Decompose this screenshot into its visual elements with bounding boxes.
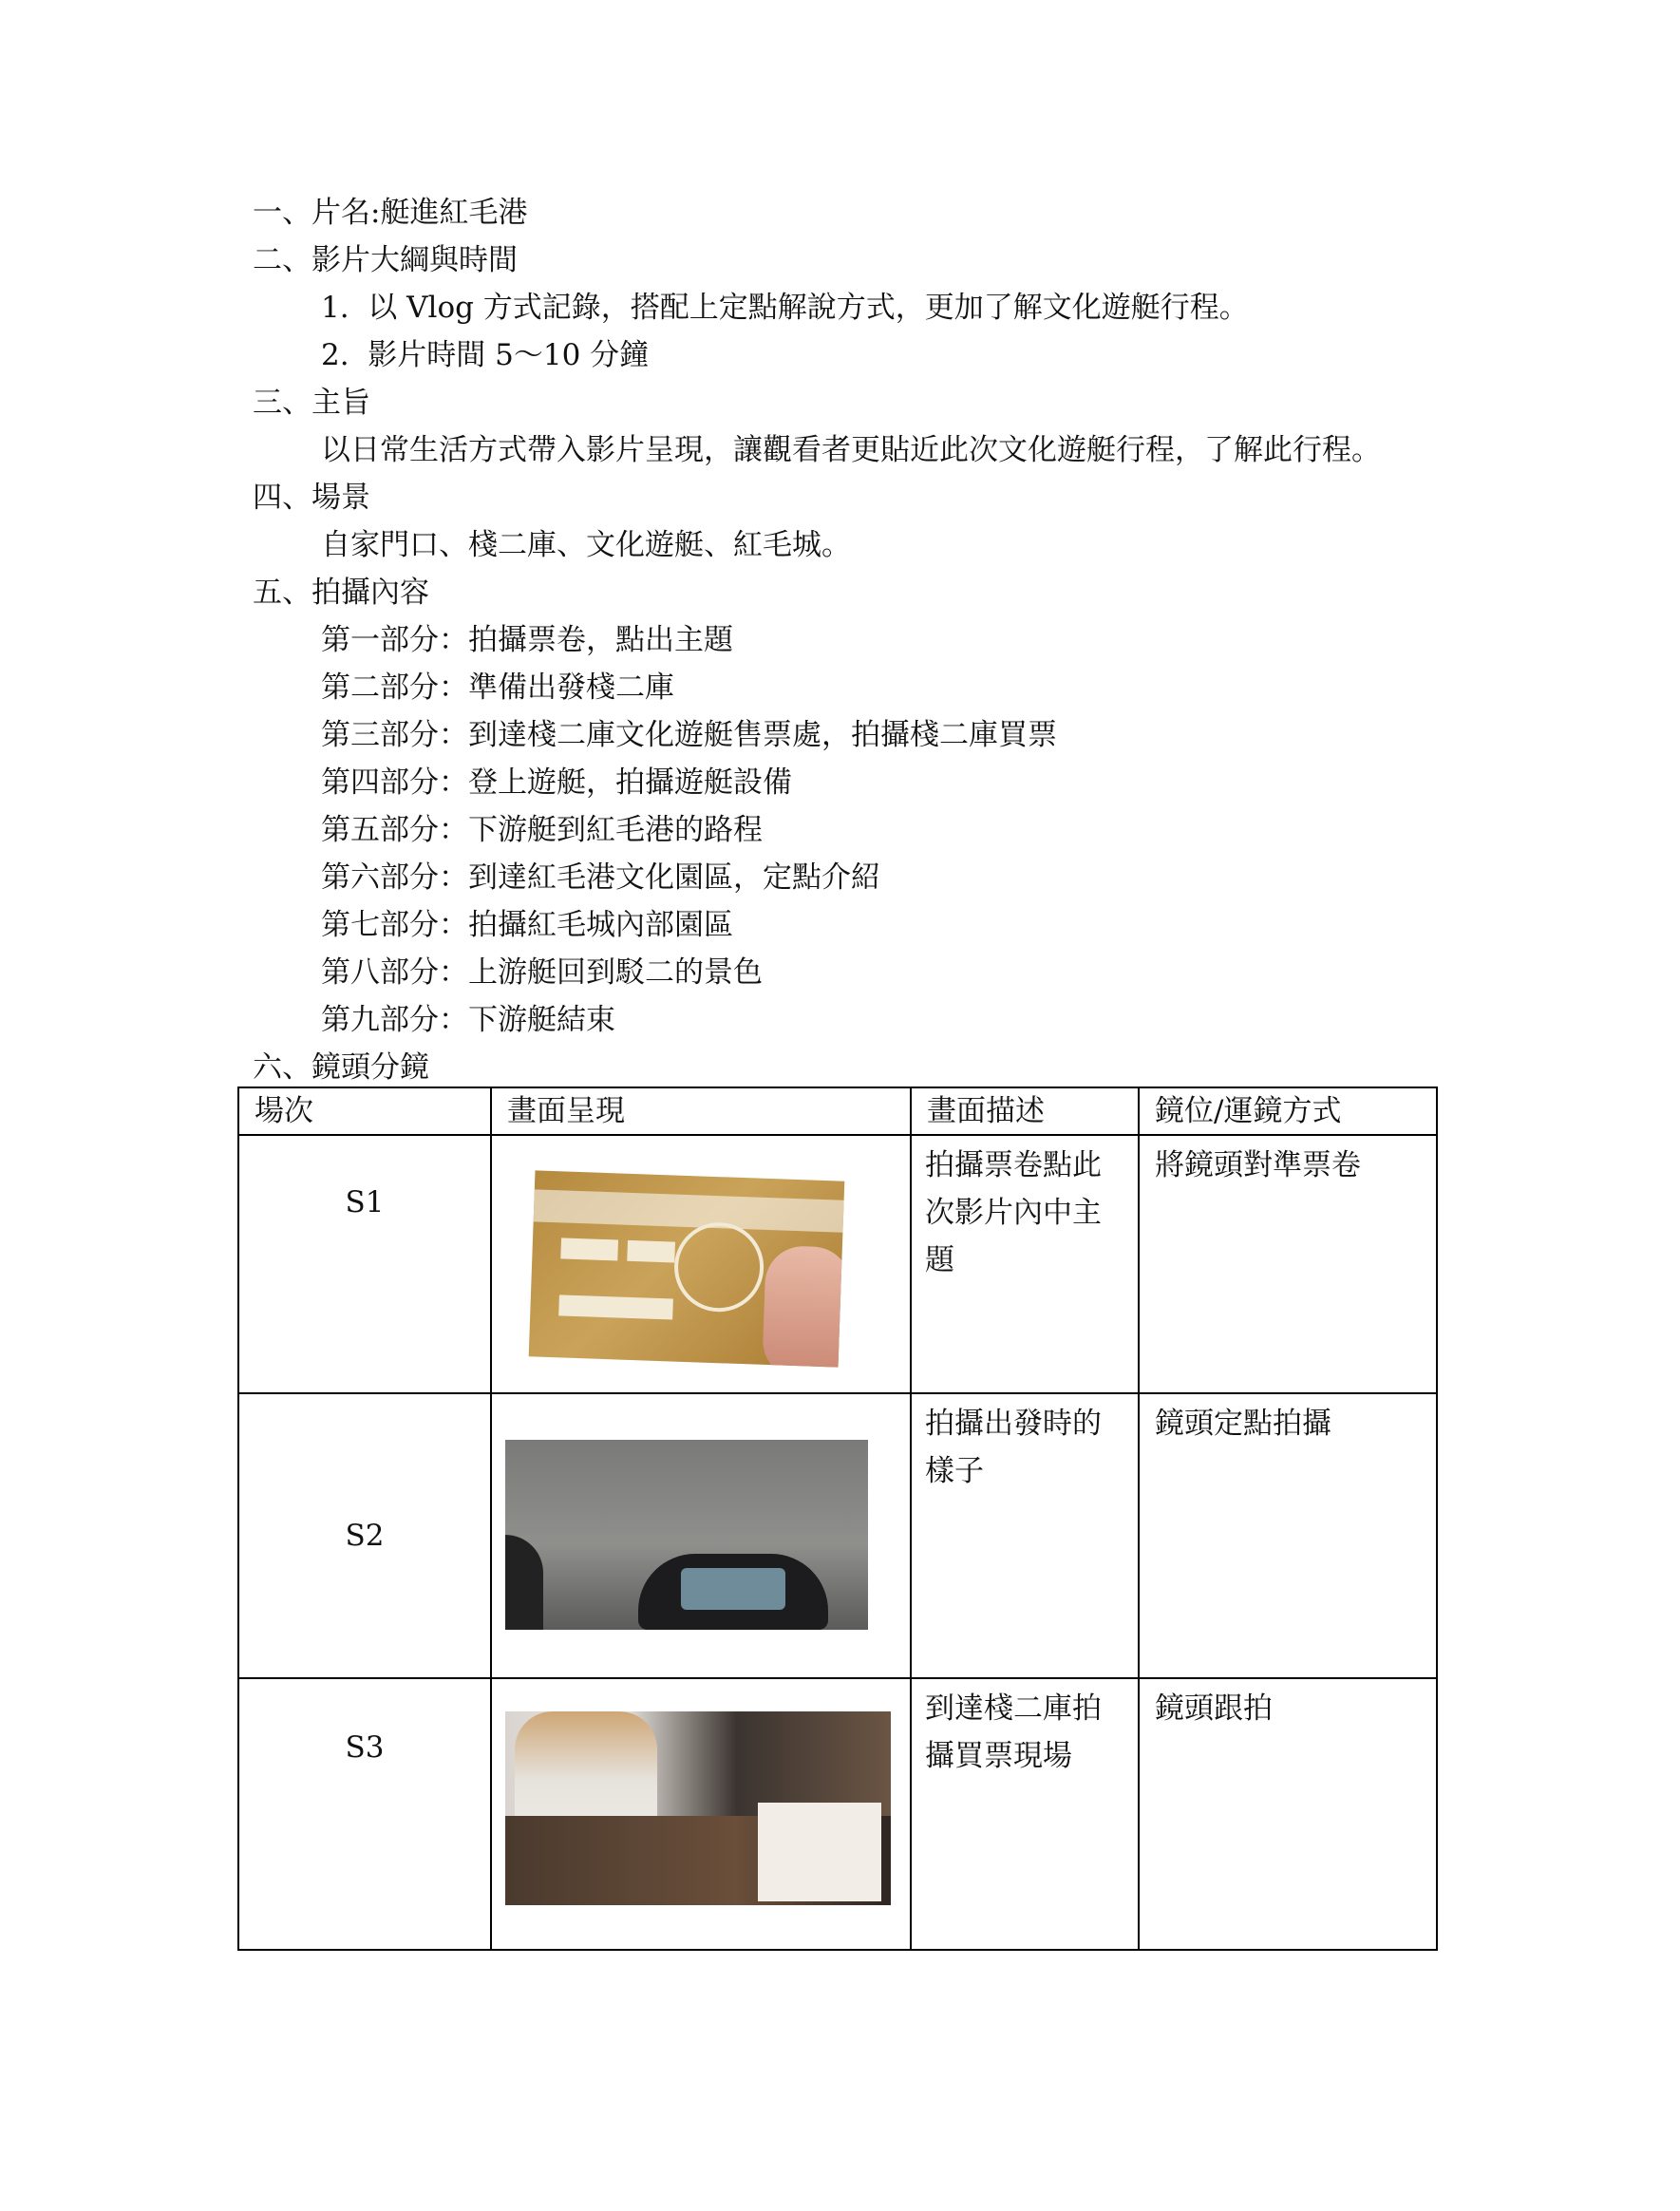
content-item: 第七部分：拍攝紅毛城內部園區 — [321, 908, 733, 942]
shot-description: 拍攝出發時的樣子 — [911, 1393, 1139, 1678]
camera-method: 鏡頭跟拍 — [1139, 1678, 1437, 1950]
header-camera: 鏡位/運鏡方式 — [1139, 1087, 1437, 1135]
shot-description: 拍攝票卷點此次影片內中主題 — [911, 1135, 1139, 1393]
ticket-counter-photo — [505, 1711, 891, 1905]
content-item: 第一部分：拍攝票卷，點出主題 — [321, 623, 733, 657]
scene-id: S3 — [238, 1678, 491, 1950]
ticket-photo — [529, 1170, 845, 1367]
content-heading: 五、拍攝內容 — [253, 576, 429, 610]
header-picture: 畫面呈現 — [491, 1087, 911, 1135]
picture-cell — [491, 1135, 911, 1393]
content-item: 第四部分：登上遊艇，拍攝遊艇設備 — [321, 765, 792, 800]
table-row — [238, 1678, 1437, 1950]
outline-item-1: 1. 以 Vlog 方式記錄，搭配上定點解說方式，更加了解文化遊艇行程。 — [321, 291, 1249, 325]
outline-heading: 二、影片大綱與時間 — [253, 243, 518, 277]
theme-heading: 三、主旨 — [253, 386, 370, 420]
table-row — [238, 1135, 1437, 1393]
table-header-row — [238, 1087, 1437, 1135]
shots-heading: 六、鏡頭分鏡 — [253, 1050, 429, 1085]
content-item: 第三部分：到達棧二庫文化遊艇售票處，拍攝棧二庫買票 — [321, 718, 1057, 752]
camera-method: 將鏡頭對準票卷 — [1139, 1135, 1437, 1393]
content-item: 第六部分：到達紅毛港文化園區，定點介紹 — [321, 860, 880, 895]
outline-item-2: 2. 影片時間 5～10 分鐘 — [321, 338, 650, 372]
header-description: 畫面描述 — [911, 1087, 1139, 1135]
header-scene: 場次 — [238, 1087, 491, 1135]
scene-id: S2 — [238, 1393, 491, 1678]
shot-table — [237, 1087, 1438, 1951]
content-item: 第八部分：上游艇回到駁二的景色 — [321, 955, 763, 990]
table-row — [238, 1393, 1437, 1678]
scenes-text: 自家門口、棧二庫、文化遊艇、紅毛城。 — [321, 528, 851, 562]
content-item: 第九部分：下游艇結束 — [321, 1003, 615, 1037]
scenes-heading: 四、場景 — [253, 481, 370, 515]
section-title: 一、片名:艇進紅毛港 — [253, 196, 528, 230]
theme-text: 以日常生活方式帶入影片呈現，讓觀看者更貼近此次文化遊艇行程，了解此行程。 — [321, 433, 1381, 467]
motorbike-photo — [505, 1440, 868, 1630]
picture-cell — [491, 1393, 911, 1678]
content-item: 第五部分：下游艇到紅毛港的路程 — [321, 813, 763, 847]
picture-cell — [491, 1678, 911, 1950]
camera-method: 鏡頭定點拍攝 — [1139, 1393, 1437, 1678]
shot-description: 到達棧二庫拍攝買票現場 — [911, 1678, 1139, 1950]
scene-id: S1 — [238, 1135, 491, 1393]
content-item: 第二部分：準備出發棧二庫 — [321, 671, 674, 705]
